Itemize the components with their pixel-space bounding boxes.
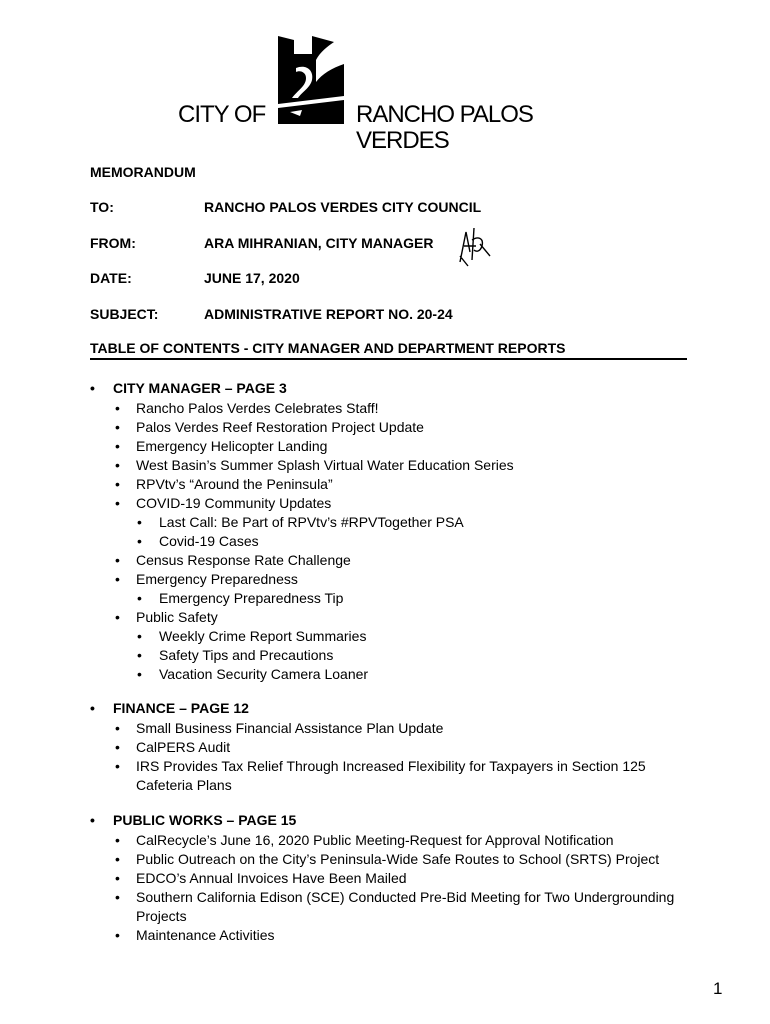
sub-list-item-text: Vacation Security Camera Loaner <box>159 666 369 682</box>
list-item-text: COVID-19 Community Updates <box>136 495 332 511</box>
bullet-icon: • <box>115 609 120 625</box>
bullet-icon: • <box>115 720 120 736</box>
list-item-text: CalPERS Audit <box>136 739 231 755</box>
signature-image <box>454 222 494 268</box>
bullet-icon: • <box>115 552 120 568</box>
to-value: RANCHO PALOS VERDES CITY COUNCIL <box>204 199 482 215</box>
bullet-icon: • <box>115 927 120 943</box>
bullet-icon: • <box>90 812 95 828</box>
bullet-icon: • <box>115 758 120 774</box>
bullet-icon: • <box>115 495 120 511</box>
section-title: CITY MANAGER – PAGE 3 <box>113 380 287 396</box>
list-item <box>90 738 730 757</box>
sub-list-item-text: Covid-19 Cases <box>159 533 259 549</box>
logo-text-rancho-palos-verdes: RANCHO PALOS VERDES <box>356 101 533 154</box>
bullet-icon: • <box>115 571 120 587</box>
sub-list-item-text: Weekly Crime Report Summaries <box>159 628 367 644</box>
section-public-works <box>90 812 730 945</box>
list-item <box>90 570 730 589</box>
bullet-icon: • <box>115 438 120 454</box>
date-label: DATE: <box>90 270 132 286</box>
sub-list-item-text: Safety Tips and Precautions <box>159 647 334 663</box>
sub-list-item <box>90 627 730 646</box>
bullet-icon: • <box>115 851 120 867</box>
section-heading <box>90 380 730 399</box>
list-item <box>90 456 730 475</box>
city-emblem-icon <box>272 34 350 126</box>
list-item <box>90 494 730 513</box>
sub-list-item <box>90 646 730 665</box>
list-item <box>90 399 730 418</box>
list-item-text: West Basin’s Summer Splash Virtual Water Education Series <box>136 457 514 473</box>
list-item-text: Southern California Edison (SCE) Conducted Pre-Bid Meeting for Two Undergrounding Projects <box>136 889 675 924</box>
list-item <box>90 831 730 850</box>
to-label: TO: <box>90 199 114 215</box>
bullet-icon: • <box>137 590 142 606</box>
bullet-icon: • <box>115 870 120 886</box>
list-item <box>90 551 730 570</box>
toc-heading: TABLE OF CONTENTS - CITY MANAGER AND DEPARTMENT REPORTS <box>90 340 566 356</box>
bullet-icon: • <box>137 628 142 644</box>
list-item-text: Census Response Rate Challenge <box>136 552 351 568</box>
section-heading <box>90 812 730 831</box>
bullet-icon: • <box>137 533 142 549</box>
section-title: PUBLIC WORKS – PAGE 15 <box>113 812 297 828</box>
bullet-icon: • <box>115 889 120 905</box>
list-item-text: Small Business Financial Assistance Plan Update <box>136 720 444 736</box>
memo-title: MEMORANDUM <box>90 164 196 180</box>
list-item <box>90 888 721 926</box>
sub-list-item <box>90 513 730 532</box>
section-finance <box>90 700 730 795</box>
list-item-text: Emergency Helicopter Landing <box>136 438 328 454</box>
sub-list-item <box>90 532 730 551</box>
sub-list-item <box>90 589 730 608</box>
subject-label: SUBJECT: <box>90 306 159 322</box>
bullet-icon: • <box>115 419 120 435</box>
bullet-icon: • <box>115 400 120 416</box>
subject-value: ADMINISTRATIVE REPORT NO. 20-24 <box>204 306 453 322</box>
list-item <box>90 437 730 456</box>
bullet-icon: • <box>115 457 120 473</box>
city-logo <box>178 34 608 154</box>
from-label: FROM: <box>90 235 136 251</box>
bullet-icon: • <box>115 832 120 848</box>
list-item-text: Palos Verdes Reef Restoration Project Update <box>136 419 424 435</box>
sub-list-item-text: Last Call: Be Part of RPVtv’s #RPVTogether PSA <box>159 514 464 530</box>
toc-divider <box>90 358 687 360</box>
bullet-icon: • <box>115 739 120 755</box>
list-item <box>90 926 730 945</box>
sub-list-item-text: Emergency Preparedness Tip <box>159 590 344 606</box>
bullet-icon: • <box>90 700 95 716</box>
list-item <box>90 850 730 869</box>
bullet-icon: • <box>137 647 142 663</box>
sub-list-item <box>90 665 730 684</box>
page-number: 1 <box>713 979 723 998</box>
list-item-text: Public Safety <box>136 609 218 625</box>
list-item-text: Rancho Palos Verdes Celebrates Staff! <box>136 400 379 416</box>
list-item-text: IRS Provides Tax Relief Through Increased Flexibility for Taxpayers in Section 125 Cafeteria Plans <box>136 758 646 793</box>
section-city-manager <box>90 380 730 684</box>
list-item <box>90 869 730 888</box>
bullet-icon: • <box>90 380 95 396</box>
list-item <box>90 719 730 738</box>
list-item-text: Public Outreach on the City’s Peninsula-Wide Safe Routes to School (SRTS) Project <box>136 851 660 867</box>
list-item-text: Maintenance Activities <box>136 927 275 943</box>
bullet-icon: • <box>137 514 142 530</box>
bullet-icon: • <box>115 476 120 492</box>
list-item <box>90 757 692 795</box>
list-item <box>90 608 730 627</box>
logo-text-city-of: CITY OF <box>178 101 266 128</box>
list-item-text: RPVtv’s “Around the Peninsula” <box>136 476 333 492</box>
list-item-text: CalRecycle’s June 16, 2020 Public Meeting-Request for Approval Notification <box>136 832 614 848</box>
from-value: ARA MIHRANIAN, CITY MANAGER <box>204 235 434 251</box>
list-item-text: Emergency Preparedness <box>136 571 298 587</box>
bullet-icon: • <box>137 666 142 682</box>
section-heading <box>90 700 730 719</box>
list-item <box>90 475 730 494</box>
date-value: JUNE 17, 2020 <box>204 270 300 286</box>
list-item <box>90 418 730 437</box>
section-title: FINANCE – PAGE 12 <box>113 700 249 716</box>
list-item-text: EDCO’s Annual Invoices Have Been Mailed <box>136 870 407 886</box>
